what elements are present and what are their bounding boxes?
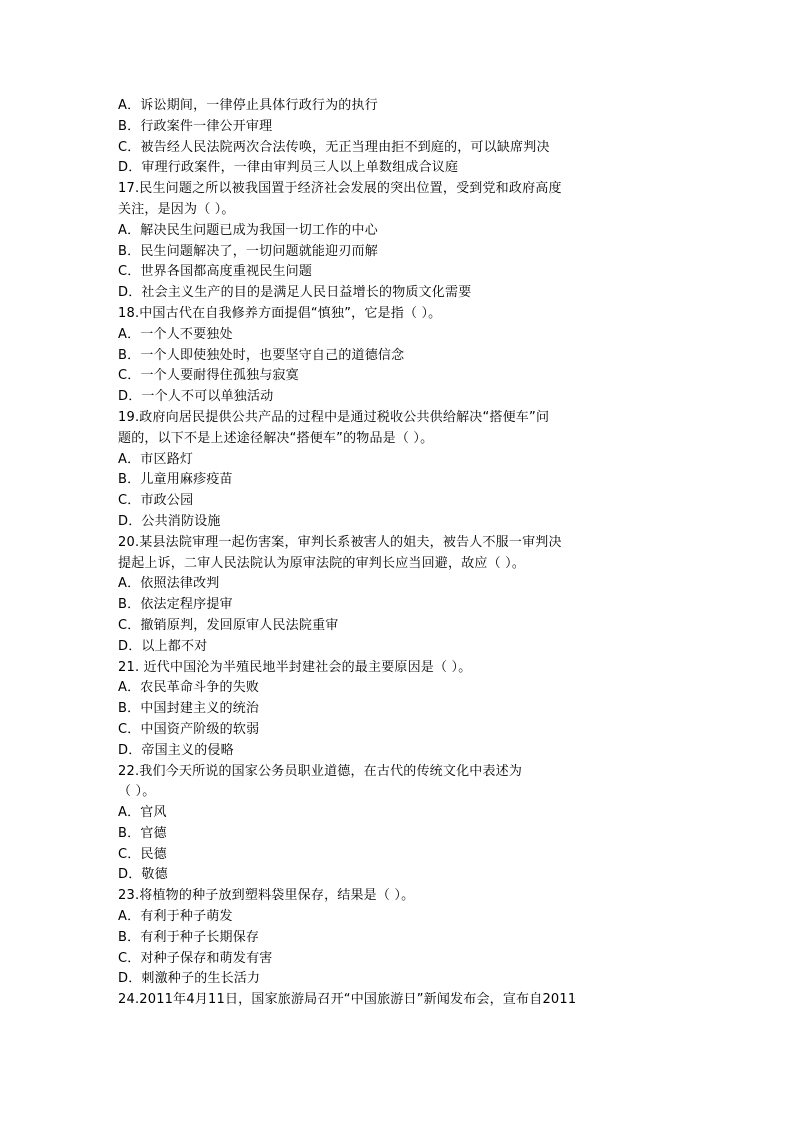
question-18-option: A．一个人不要独处 <box>118 326 233 342</box>
text-line: B．行政案件一律公开审理 <box>118 118 273 134</box>
question-20-option: A．依照法律改判 <box>118 576 220 592</box>
question-19-option: A．市区路灯 <box>118 451 194 467</box>
question-22-option: D．敬德 <box>118 867 168 883</box>
question-17-option: B．民生问题解决了，一切问题就能迎刃而解 <box>118 243 378 259</box>
question-17-option: C．世界各国都高度重视民生问题 <box>118 264 313 280</box>
question-19-stem: 题的，以下不是上述途径解决“搭便车”的物品是（ ）。 <box>118 430 434 446</box>
question-17-option: A．解决民生问题已成为我国一切工作的中心 <box>118 222 378 238</box>
question-23-option: B．有利于种子长期保存 <box>118 929 260 945</box>
question-18-option: D．一个人不可以单独活动 <box>118 389 274 405</box>
question-21-option: C．中国资产阶级的软弱 <box>118 721 260 737</box>
text-line: C．被告经人民法院两次合法传唤，无正当理由拒不到庭的，可以缺席判决 <box>118 139 550 155</box>
question-19-option: D．公共消防设施 <box>118 513 221 529</box>
question-21-stem: 21. 近代中国沦为半殖民地半封建社会的最主要原因是（ ）。 <box>118 659 472 675</box>
question-18-stem: 18.中国古代在自我修养方面提倡“慎独”，它是指（ ）。 <box>118 305 442 321</box>
question-21-option: A．农民革命斗争的失败 <box>118 680 260 696</box>
question-23-option: C．对种子保存和萌发有害 <box>118 950 273 966</box>
question-20-option: C．撤销原判，发回原审人民法院重审 <box>118 617 339 633</box>
question-23-stem: 23.将植物的种子放到塑料袋里保存，结果是（ ）。 <box>118 888 415 904</box>
question-20-option: B．依法定程序提审 <box>118 597 233 613</box>
question-23-option: A．有利于种子萌发 <box>118 909 233 925</box>
question-21-option: B．中国封建主义的统治 <box>118 701 260 717</box>
question-23-option: D．刺激种子的生长活力 <box>118 971 261 987</box>
question-20-stem: 提起上诉，二审人民法院认为原审法院的审判长应当回避，故应（ ）。 <box>118 555 526 571</box>
question-22-option: A．官风 <box>118 805 167 821</box>
document-page <box>118 96 608 1011</box>
question-22-stem: （ ）。 <box>118 784 156 800</box>
text-line: D．审理行政案件，一律由审判员三人以上单数组成合议庭 <box>118 160 459 176</box>
question-19-option: B．儿童用麻疹疫苗 <box>118 472 233 488</box>
question-17-stem: 关注，是因为（ ）。 <box>118 201 235 217</box>
question-18-option: B．一个人即使独处时，也要坚守自己的道德信念 <box>118 347 405 363</box>
question-20-option: D．以上都不对 <box>118 638 208 654</box>
question-17-stem: 17.民生问题之所以被我国置于经济社会发展的突出位置，受到党和政府高度 <box>118 181 562 197</box>
question-22-option: C．民德 <box>118 846 167 862</box>
question-19-option: C．市政公园 <box>118 493 194 509</box>
question-21-option: D．帝国主义的侵略 <box>118 742 234 758</box>
question-22-option: B．官德 <box>118 825 167 841</box>
question-19-stem: 19.政府向居民提供公共产品的过程中是通过税收公共供给解决“搭便车”问 <box>118 409 550 425</box>
question-17-option: D．社会主义生产的目的是满足人民日益增长的物质文化需要 <box>118 285 472 301</box>
question-22-stem: 22.我们今天所说的国家公务员职业道德，在古代的传统文化中表述为 <box>118 763 523 779</box>
text-line: A．诉讼期间，一律停止具体行政行为的执行 <box>118 98 378 113</box>
question-18-option: C．一个人要耐得住孤独与寂寞 <box>118 368 299 384</box>
question-20-stem: 20.某县法院审理一起伤害案，审判长系被害人的姐夫，被告人不服一审判决 <box>118 534 562 550</box>
question-24-stem: 24.2011年4月11日，国家旅游局召开“中国旅游日”新闻发布会，宣布自2011 <box>118 992 577 1008</box>
